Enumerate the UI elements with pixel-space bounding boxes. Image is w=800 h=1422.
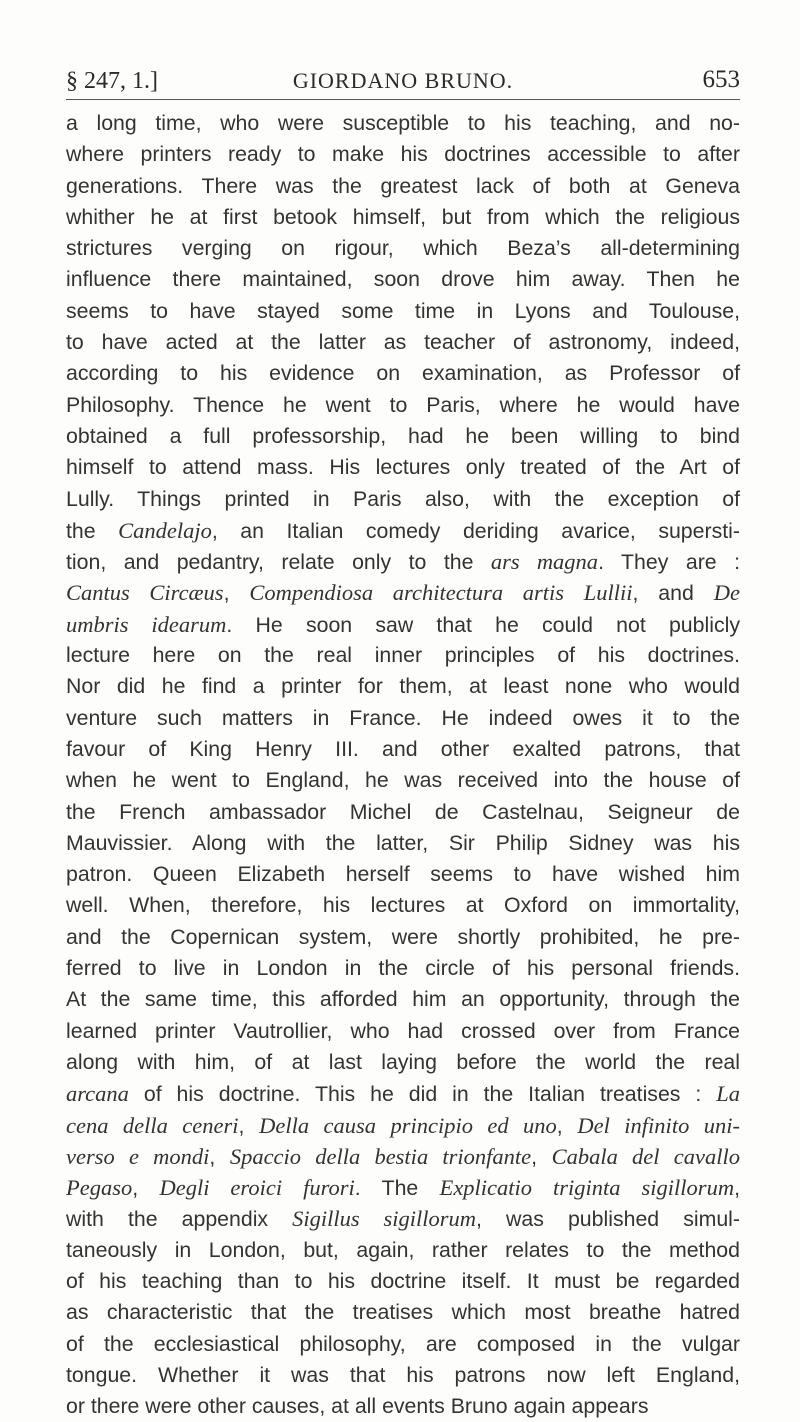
text-line [66, 327, 740, 358]
italic-title-text: Compendiosa architectura artis Lullii [249, 580, 633, 606]
text-line [66, 171, 740, 202]
text-line [66, 1235, 740, 1266]
text-segment: obtained a full professorship, had he been willing to bind [66, 423, 740, 448]
section-reference: § 247, 1.] [66, 68, 158, 94]
text-line [66, 421, 740, 452]
running-header [66, 66, 740, 100]
text-segment: Lully. Things printed in Paris also, with the exception of [66, 486, 740, 511]
text-segment: . He soon saw that he could not publicly [226, 612, 740, 637]
text-segment: ferred to live in London in the circle of his personal friends. [66, 956, 740, 981]
italic-title-text: Del infinito uni- [577, 1112, 740, 1138]
text-segment: , [132, 1176, 160, 1201]
body-text [66, 108, 740, 1422]
header-rule [66, 99, 740, 100]
text-line [66, 1360, 740, 1391]
text-segment: Nor did he find a printer for them, at least none who would [66, 674, 740, 699]
text-line [66, 922, 740, 953]
text-line [66, 1078, 740, 1109]
italic-title-text: Spaccio della bestia trionfante [229, 1143, 532, 1169]
text-line [66, 1266, 740, 1297]
italic-title-text: Pegaso [66, 1175, 133, 1201]
text-segment: strictures verging on rigour, which Beza’s all-determining [66, 236, 740, 261]
text-line [66, 671, 740, 702]
text-line [66, 1391, 740, 1422]
text-segment: tion, and pedantry, relate only to the [66, 550, 491, 575]
text-segment: generations. There was the greatest lack of both at Geneva [66, 173, 740, 198]
text-segment: , was published simul- [476, 1207, 740, 1232]
text-segment: taneously in London, but, again, rather relates to the method [66, 1237, 740, 1262]
text-segment: , and [632, 581, 714, 606]
text-segment: . The [354, 1176, 440, 1201]
text-line [66, 296, 740, 327]
text-segment: , [734, 1176, 740, 1201]
text-line [66, 1047, 740, 1078]
text-segment: venture such matters in France. He indeed owes it to the [66, 705, 740, 730]
text-line [66, 859, 740, 890]
text-line [66, 984, 740, 1015]
text-segment: , [238, 1113, 260, 1138]
italic-title-text: Cabala del cavallo [551, 1143, 740, 1169]
text-line [66, 546, 740, 577]
text-line [66, 577, 740, 608]
text-line [66, 1141, 740, 1172]
italic-title-text: verso e mondi [66, 1143, 210, 1169]
text-segment: whither he at first betook himself, but from which the religious [66, 204, 740, 229]
text-segment: well. When, therefore, his lectures at Oxford on immortality, [66, 893, 740, 918]
italic-title-text: Candelajo [118, 517, 212, 543]
running-title: GIORDANO BRUNO. [292, 68, 514, 93]
text-line [66, 515, 740, 546]
italic-title-text: Cantus Circæus [66, 580, 224, 606]
text-line [66, 1016, 740, 1047]
text-line [66, 452, 740, 483]
text-line [66, 609, 740, 640]
text-line [66, 703, 740, 734]
text-segment: lecture here on the real inner principles of his doctrines. [66, 643, 740, 668]
italic-title-text: cena della ceneri [66, 1112, 239, 1138]
text-segment: to have acted at the latter as teacher of astronomy, indeed, [66, 330, 740, 355]
italic-title-text: Della causa principio ed uno [259, 1112, 557, 1138]
text-segment: Mauvissier. Along with the latter, Sir Philip Sidney was his [66, 830, 740, 855]
text-segment: according to his evidence on examination, as Professor of [66, 361, 740, 386]
text-line [66, 797, 740, 828]
text-segment: of his teaching than to his doctrine itself. It must be regarded [66, 1268, 740, 1293]
text-segment: learned printer Vautrollier, who had crossed over from France [66, 1018, 740, 1043]
text-segment: and the Copernican system, were shortly prohibited, he pre- [66, 924, 740, 949]
text-line [66, 890, 740, 921]
text-segment: of the ecclesiastical philosophy, are composed in the vulgar [66, 1331, 740, 1356]
text-segment: Philosophy. Thence he went to Paris, where he would have [66, 392, 740, 417]
text-line [66, 390, 740, 421]
text-segment: the [66, 518, 119, 543]
text-line [66, 358, 740, 389]
text-line [66, 1172, 740, 1203]
text-segment: , [531, 1144, 552, 1169]
text-segment: the French ambassador Michel de Castelnau, Seigneur de [66, 799, 740, 824]
italic-title-text: De [713, 580, 740, 606]
text-segment: when he went to England, he was received into the house of [66, 768, 740, 793]
page-number: 653 [702, 66, 740, 93]
text-segment: a long time, who were susceptible to his teaching, and no- [66, 111, 740, 135]
text-line [66, 1329, 740, 1360]
text-line [66, 264, 740, 295]
text-line [66, 1203, 740, 1234]
text-line [66, 765, 740, 796]
text-segment: or there were other causes, at all events Bruno again appears [66, 1394, 649, 1419]
text-segment: , [556, 1113, 578, 1138]
text-segment: , [223, 581, 250, 606]
text-segment: tongue. Whether it was that his patrons now left England, [66, 1362, 740, 1387]
text-segment: with the appendix [66, 1207, 293, 1232]
text-line [66, 640, 740, 671]
text-segment: along with him, of at last laying before the world the real [66, 1049, 740, 1074]
text-segment: seems to have stayed some time in Lyons and Toulouse, [66, 298, 740, 323]
italic-title-text: Explicatio triginta sigillorum [439, 1175, 735, 1201]
text-line [66, 108, 740, 139]
text-segment: as characteristic that the treatises which most breathe hatred [66, 1300, 740, 1325]
text-segment: , an Italian comedy deriding avarice, supersti- [211, 518, 740, 543]
italic-title-text: ars magna [490, 549, 599, 575]
text-segment: patron. Queen Elizabeth herself seems to have wished him [66, 862, 740, 887]
text-segment: influence there maintained, soon drove him away. Then he [66, 267, 740, 292]
text-line [66, 484, 740, 515]
italic-title-text: umbris idearum [66, 611, 227, 637]
text-segment: of his doctrine. This he did in the Italian treatises : [128, 1082, 717, 1107]
text-line [66, 828, 740, 859]
text-line [66, 233, 740, 264]
italic-title-text: arcana [66, 1081, 129, 1107]
italic-title-text: Degli eroici furori [159, 1175, 355, 1201]
text-line [66, 139, 740, 170]
text-line [66, 953, 740, 984]
text-segment: where printers ready to make his doctrines accessible to after [66, 142, 740, 167]
text-line [66, 202, 740, 233]
text-segment: . They are : [598, 550, 740, 575]
text-segment: At the same time, this afforded him an opportunity, through the [66, 987, 740, 1012]
text-line [66, 1297, 740, 1328]
text-segment: , [209, 1144, 230, 1169]
italic-title-text: La [716, 1081, 740, 1107]
text-segment: himself to attend mass. His lectures only treated of the Art of [66, 455, 740, 480]
italic-title-text: Sigillus sigillorum [292, 1206, 476, 1232]
text-line [66, 734, 740, 765]
text-segment: favour of King Henry III. and other exalted patrons, that [66, 736, 740, 761]
text-line [66, 1110, 740, 1141]
